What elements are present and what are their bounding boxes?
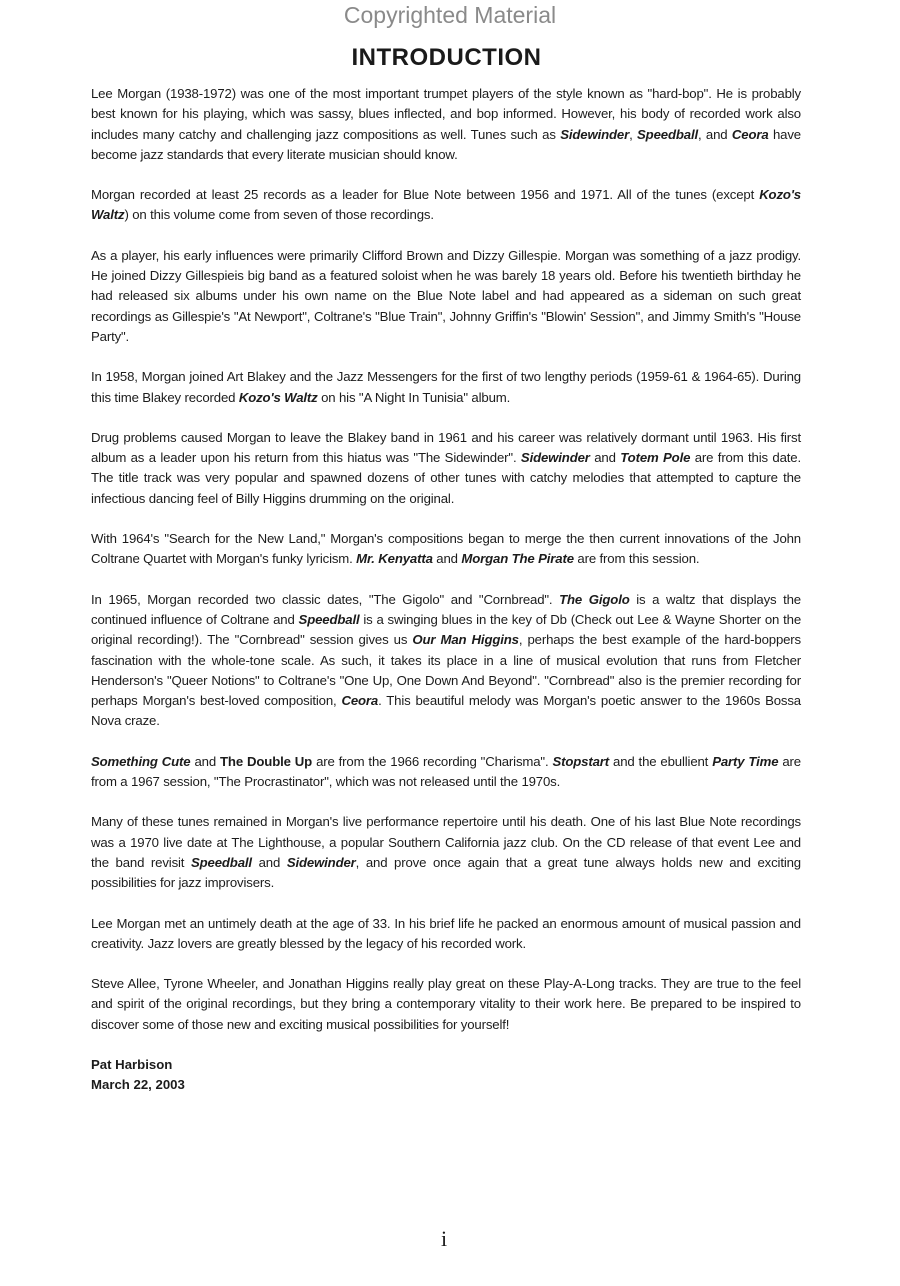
page-title: INTRODUCTION [351,44,542,71]
text-run: Steve Allee, Tyrone Wheeler, and Jonathan Higgins really play great on these Play-A-Long tracks. They are true to the feel and spirit of the original recordings, but they bring a contemporary vitality to their work here. Be prepared to be inspired to discover some of those new and exciting musical possibilities for yourself! [91,976,801,1032]
paragraph [91,812,801,893]
text-run: , [629,126,638,142]
text-run: are from this session. [573,551,700,567]
text-run: . This beautiful melody was Morgan's poetic answer to the 1960s Bossa Nova craze. [91,693,801,729]
page-number: i [440,1226,448,1251]
text-run: In 1965, Morgan recorded two classic dates, "The Gigolo" and "Cornbread". [91,591,560,607]
tune-title: Speedball [190,854,252,870]
tune-title: Something Cute [91,753,191,769]
paragraph [91,246,801,347]
paragraph [91,529,801,570]
paragraph [91,185,801,226]
text-run: and [432,551,462,567]
text-run: and [190,753,221,769]
tune-title: Speedball [637,126,698,142]
text-run: are from a 1967 session, "The Procrastinator", which was not released until the 1970s. [91,753,801,790]
text-run: are from the 1966 recording "Charisma". [312,753,553,769]
paragraph [91,84,801,165]
text-run: Lee Morgan (1938-1972) was one of the most important trumpet players of the style known as "hard-bop". He is probably best known for his playing, which was sassy, blues inflected, and bop informed. However, his body of recorded work also includes many catchy and challenging jazz compositions as well. Tunes such as [91,86,801,142]
tune-title: Morgan The Pirate [461,551,574,567]
text-run: Drug problems caused Morgan to leave the Blakey band in 1961 and his career was relatively dormant until 1963. His first album as a leader upon his return from this hiatus was "The Sidewinder". [91,429,801,466]
signature [91,1055,801,1096]
text-run: is a swinging blues in the key of Db (Check out Lee & Wayne Shorter on the original recording!). The "Cornbread" session gives us [91,611,801,648]
text-run: , perhaps the best example of the hard-boppers fascination with the whole-tone scale. As such, it takes its place in a line of musical evolution that runs from Fletcher Henderson's "Queer Notions" to Coltrane's "One Up, One Down And Beyond". "Cornbread" also is the premier recording for perhaps Morgan's best-loved composition, [91,632,801,709]
text-run: In 1958, Morgan joined Art Blakey and the Jazz Messengers for the first of two lengthy periods (1959-61 & 1964-65). During this time Blakey recorded [91,369,801,405]
text-run: and [251,854,287,870]
introduction-body [91,84,801,1096]
tune-title: Kozo's Waltz [238,389,318,405]
text-run: Morgan recorded at least 25 records as a leader for Blue Note between 1956 and 1971. All of the tunes (except [91,187,760,203]
paragraph [91,590,801,732]
text-run: on his "A Night In Tunisia" album. [317,389,511,405]
paragraph [91,974,801,1035]
text-run: and the ebullient [609,753,713,769]
tune-title: The Double Up [220,753,313,769]
tune-title: Party Time [712,753,779,769]
paragraph [91,428,801,509]
watermark: Copyrighted Material [343,2,557,28]
text-run: ) on this volume come from seven of those recordings. [124,207,434,223]
tune-title: Mr. Kenyatta [356,551,433,567]
text-run: , and [697,126,732,142]
text-run: is a waltz that displays the continued influence of Coltrane and [91,591,801,627]
text-run: With 1964's "Search for the New Land," Morgan's compositions began to merge the then current innovations of the John Coltrane Quartet with Morgan's funky lyricism. [91,531,801,567]
signature-name: Pat Harbison [91,1056,173,1072]
text-run: are from this date. The title track was very popular and spawned dozens of other tunes with catchy melodies that attempted to capture the infectious dancing feel of Billy Higgins drumming on the original. [91,450,801,506]
text-run: Lee Morgan met an untimely death at the age of 33. In his brief life he packed an enormous amount of musical passion and creativity. Jazz lovers are greatly blessed by the legacy of his recorded work. [91,915,801,951]
tune-title: Sidewinder [560,126,630,142]
text-run: have become jazz standards that every literate musician should know. [91,126,801,162]
paragraph [91,367,801,408]
paragraph [91,752,801,793]
tune-title: Sidewinder [520,450,590,466]
tune-title: Stopstart [552,753,610,769]
tune-title: The Gigolo [559,591,630,607]
text-run: As a player, his early influences were primarily Clifford Brown and Dizzy Gillespie. Morgan was something of a jazz prodigy. He joined Dizzy Gillespieis big band as a featured soloist when he was barely 18 years old. Before his twentieth birthday he had released six albums under his own name on the Blue Note label and had appeared as a sideman on such great recordings as Gillespie's "At Newport", Coltrane's "Blue Train", Johnny Griffin's "Blowin' Session", and Jimmy Smith's "House Party". [91,247,801,344]
tune-title: Ceora [341,693,379,709]
tune-title: Totem Pole [620,450,691,466]
tune-title: Ceora [731,126,769,142]
tune-title: Kozo's Waltz [91,187,801,223]
tune-title: Our Man Higgins [412,632,519,648]
tune-title: Sidewinder [286,854,356,870]
paragraph [91,914,801,955]
text-run: , and prove once again that a great tune always holds new and exciting possibilities for jazz improvisers. [91,854,801,891]
text-run: and [589,450,621,466]
tune-title: Speedball [298,611,360,627]
text-run: Many of these tunes remained in Morgan's live performance repertoire until his death. One of his last Blue Note recordings was a 1970 live date at The Lighthouse, a popular Southern California jazz club. On the CD release of that event Lee and the band revisit [91,814,801,870]
signature-date: March 22, 2003 [91,1077,185,1093]
